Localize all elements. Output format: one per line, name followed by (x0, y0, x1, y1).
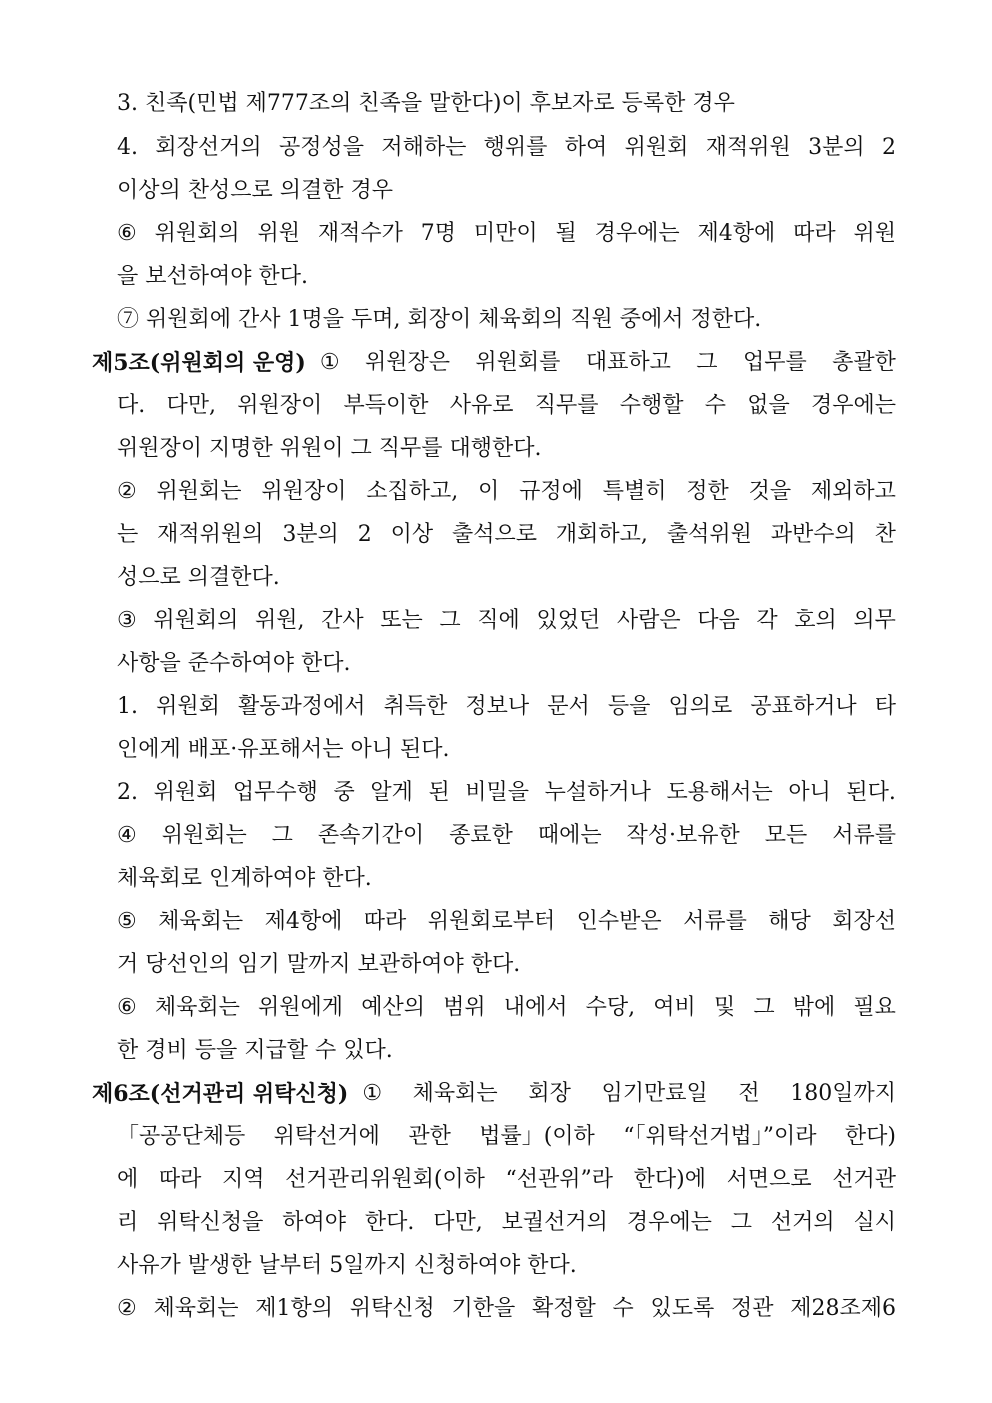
word: 범위 (443, 995, 486, 1020)
text-line (117, 1294, 896, 1324)
word: 서류를 (683, 909, 747, 934)
word: 위원회는 (156, 479, 242, 504)
word: 직무를 (534, 393, 599, 418)
text-line (117, 219, 896, 249)
text-line: 체육회로 인계하여야 한다. (117, 866, 372, 891)
word: 그 (439, 608, 461, 633)
word: 경우에는 (626, 1210, 712, 1235)
word: 체육회는 (154, 995, 240, 1020)
word: 수 (704, 393, 726, 418)
word: ⑤ (117, 909, 137, 934)
article-6-title: 제6조(선거관리 위탁신청) (92, 1081, 349, 1107)
word: 선거관 (832, 1167, 896, 1192)
word: 미만이 (473, 221, 538, 246)
text-line (117, 1122, 896, 1152)
word: 따라 (363, 909, 407, 934)
word: ③ (117, 608, 137, 633)
word: 경우에는 (810, 393, 896, 418)
word: 보궐선거의 (501, 1210, 608, 1235)
word: 간사 (321, 608, 364, 633)
article-6-heading-line (92, 1079, 896, 1109)
word: 소집하고, (366, 479, 459, 504)
word: 찬 (874, 522, 896, 547)
word: 회장 (528, 1081, 571, 1106)
word: 그 (730, 1210, 752, 1235)
word: 위원장이 (237, 393, 323, 418)
word: 2. (117, 780, 138, 805)
word: 모든 (764, 823, 808, 848)
word: 지역 (221, 1167, 265, 1192)
word: 위원회 (624, 135, 689, 160)
word: 특별히 (602, 479, 667, 504)
word: 2 (357, 522, 372, 547)
word: 재적위원의 (157, 522, 264, 547)
word: 체육회는 (412, 1081, 498, 1106)
word: 는 (117, 522, 139, 547)
word: 밖에 (792, 995, 836, 1020)
word: 작성·보유한 (626, 823, 740, 848)
word: 회장선 (832, 909, 896, 934)
word: 180일까지 (790, 1081, 896, 1106)
word: 대표하고 (585, 350, 671, 375)
word: 위원회의 (153, 608, 239, 633)
word: 수행할 (619, 393, 684, 418)
word: 사람은 (616, 608, 681, 633)
word: 기한을 (451, 1296, 516, 1321)
word: 제28조제6 (790, 1296, 896, 1321)
text-line (117, 1208, 896, 1238)
word: 총괄한 (832, 350, 896, 375)
word: 출석위원 (666, 522, 752, 547)
word: 제외하고 (810, 479, 896, 504)
word: 취득한 (383, 694, 448, 719)
text-line (117, 907, 896, 937)
text-line: 을 보선하여야 한다. (117, 264, 308, 289)
word: 위탁신청 (349, 1296, 435, 1321)
word: 도용해서는 (666, 780, 773, 805)
word: 이상 (390, 522, 434, 547)
word: 있도록 (650, 1296, 715, 1321)
word: 전 (738, 1081, 760, 1106)
word: 출석으로 (452, 522, 538, 547)
word: 위원회로부터 (427, 909, 556, 934)
word: 한다) (844, 1124, 896, 1149)
word: 임의로 (668, 694, 733, 719)
word: 위원회의 (154, 221, 240, 246)
text-line: 사유가 발생한 날부터 5일까지 신청하여야 한다. (117, 1253, 577, 1278)
word: 개회하고, (555, 522, 648, 547)
word: 하여 (564, 135, 608, 160)
word: 때에는 (537, 823, 602, 848)
word: 서류를 (832, 823, 896, 848)
word: 저해하는 (381, 135, 467, 160)
text-line (117, 993, 896, 1023)
word: 타 (874, 694, 896, 719)
word: 선거관리위원회(이하 (285, 1167, 485, 1192)
text-line (117, 821, 896, 851)
word: 7명 (420, 221, 456, 246)
word: 위탁선거에 (273, 1124, 380, 1149)
word: 사유로 (449, 393, 514, 418)
text-line (117, 606, 896, 636)
text-line: 위원장이 지명한 위원이 그 직무를 대행한다. (117, 436, 542, 461)
word: 다음 (697, 608, 740, 633)
word: 된다. (846, 780, 896, 805)
text-line: 거 당선인의 임기 말까지 보관하여야 한다. (117, 952, 521, 977)
word: 누설하거나 (544, 780, 651, 805)
word: 임기만료일 (601, 1081, 708, 1106)
word: 존속기간이 (317, 823, 425, 848)
word: 위원, (255, 608, 305, 633)
text-line (117, 391, 896, 421)
word: 및 (713, 995, 736, 1020)
word: “선관위”라 (505, 1167, 614, 1192)
text-line: ⑦ 위원회에 간사 1명을 두며, 회장이 체육회의 직원 중에서 정한다. (117, 307, 762, 332)
word: 인수받은 (576, 909, 662, 934)
word: 공표하거나 (750, 694, 857, 719)
word: 다만, (433, 1210, 483, 1235)
word: 각 (756, 608, 778, 633)
word: 여비 (653, 995, 696, 1020)
word: 그 (753, 995, 775, 1020)
text-line (117, 692, 896, 722)
word: 재적수가 (317, 221, 403, 246)
word: 따라 (158, 1167, 202, 1192)
word: 정보나 (465, 694, 530, 719)
word: ⑥ (117, 221, 137, 246)
word: 중 (333, 780, 355, 805)
word: 해당 (768, 909, 811, 934)
word: 한다. (364, 1210, 415, 1235)
word: 예산의 (361, 995, 425, 1020)
text-line (117, 778, 896, 808)
word: 재적위원 (705, 135, 791, 160)
word: 행위를 (483, 135, 548, 160)
word: 다만, (166, 393, 216, 418)
word: ② (117, 1296, 137, 1321)
word: 위원 (853, 221, 896, 246)
word: 없을 (747, 393, 790, 418)
word: 1. (117, 694, 138, 719)
word: 활동과정에서 (237, 694, 366, 719)
word: 실시 (853, 1210, 896, 1235)
word: 제4항에 (264, 909, 343, 934)
word: 「공공단체등 (117, 1124, 246, 1149)
word: 에 (117, 1167, 139, 1192)
word: 호의 (794, 608, 837, 633)
text-line (320, 348, 896, 378)
word: 리 (117, 1210, 139, 1235)
word: 아니 (788, 780, 831, 805)
word: 된 (428, 780, 450, 805)
word: 알게 (370, 780, 413, 805)
word: 있었던 (536, 608, 601, 633)
word: 그 (696, 350, 718, 375)
word: 서면으로 (726, 1167, 812, 1192)
word: 직에 (477, 608, 520, 633)
word: 한다)에 (633, 1167, 706, 1192)
word: 또는 (380, 608, 423, 633)
word: 업무수행 (232, 780, 318, 805)
word: 위원장은 (364, 350, 450, 375)
word: ② (117, 479, 137, 504)
word: 2 (881, 135, 896, 160)
word: “「위탁선거법」”이라 (623, 1124, 817, 1149)
word: 관한 (408, 1124, 451, 1149)
word: 하여야 (282, 1210, 347, 1235)
word: 법률」(이하 (479, 1124, 595, 1149)
word: 업무를 (742, 350, 807, 375)
word: 필요 (853, 995, 896, 1020)
word: ① (319, 350, 340, 375)
word: 제1항의 (255, 1296, 333, 1321)
word: 내에서 (503, 995, 568, 1020)
word: 의무 (853, 608, 896, 633)
word: 종료한 (449, 823, 513, 848)
word: 확정할 (531, 1296, 596, 1321)
word: 수 (612, 1296, 634, 1321)
text-line (117, 477, 896, 507)
text-line (117, 133, 896, 163)
word: 위원회 (156, 694, 220, 719)
text-line (362, 1079, 896, 1109)
word: ⑥ (117, 995, 137, 1020)
word: 위원회는 (161, 823, 247, 848)
word: 선거의 (770, 1210, 835, 1235)
word: 체육회는 (153, 1296, 239, 1321)
text-line (117, 1165, 896, 1195)
word: 경우에는 (594, 221, 680, 246)
word: 위원장이 (261, 479, 347, 504)
text-line: 3. 친족(민법 제777조의 친족을 말한다)이 후보자로 등록한 경우 (117, 91, 735, 116)
word: 정관 (730, 1296, 774, 1321)
word: 것을 (748, 479, 792, 504)
word: 공정성을 (278, 135, 364, 160)
article-5-title: 제5조(위원회의 운영) (92, 350, 306, 376)
word: 3분의 (282, 522, 339, 547)
word: 부득이한 (343, 393, 429, 418)
word: 문서 (547, 694, 590, 719)
word: 등을 (607, 694, 651, 719)
word: 위탁신청을 (157, 1210, 264, 1235)
word: 회장선거의 (155, 135, 262, 160)
word: 위원 (257, 221, 300, 246)
word: 3분의 (808, 135, 865, 160)
word: 체육회는 (158, 909, 244, 934)
word: 정한 (686, 479, 729, 504)
text-line (117, 520, 896, 550)
article-5-heading-line (92, 348, 896, 378)
word: 4. (117, 135, 138, 160)
word: 위원회 (153, 780, 218, 805)
word: 위원에게 (258, 995, 344, 1020)
word: 수당, (585, 995, 636, 1020)
text-line: 이상의 찬성으로 의결한 경우 (117, 178, 394, 203)
word: 이 (478, 479, 500, 504)
word: ① (362, 1081, 383, 1106)
text-line: 성으로 의결한다. (117, 565, 280, 590)
word: 위원회를 (475, 350, 561, 375)
word: 따라 (793, 221, 836, 246)
word: 다. (117, 393, 146, 418)
text-line: 인에게 배포·유포해서는 아니 된다. (117, 737, 450, 762)
word: ④ (117, 823, 137, 848)
word: 비밀을 (465, 780, 530, 805)
text-line: 한 경비 등을 지급할 수 있다. (117, 1038, 393, 1063)
word: 될 (555, 221, 577, 246)
word: 제4항에 (697, 221, 776, 246)
word: 과반수의 (770, 522, 856, 547)
text-line: 사항을 준수하여야 한다. (117, 651, 351, 676)
word: 그 (271, 823, 293, 848)
word: 규정에 (519, 479, 583, 504)
